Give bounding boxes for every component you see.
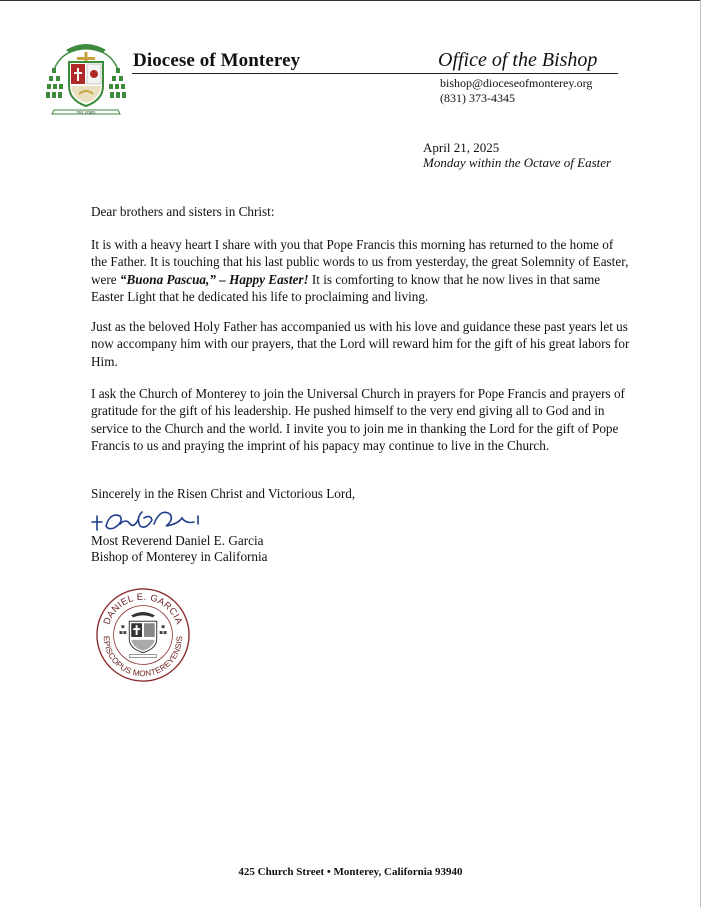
paragraph-1-text-start: It is with a heavy heart I share with you that Pope Francis this morning has returned to the home of the Father. It is touching that his last public words to us from yesterday, the great Solemnity of Easter, were	[91, 237, 629, 287]
paragraph-1-text-end: It is comforting to know that he now lives in that same Easter Light that he dedicated his life to proclaiming and living.	[91, 271, 601, 305]
svg-text:DANIEL E. GARCIA: DANIEL E. GARCIA	[101, 591, 185, 626]
top-border	[0, 0, 701, 1]
paragraph-2: Just as the beloved Holy Father has accompanied us with his love and guidance these past years let us now accompany him with our prayers, that the Lord will reward him for the gift of his great labors for Him.	[91, 319, 630, 369]
signer-name: Most Reverend Daniel E. Garcia	[91, 533, 264, 548]
episcopal-seal-icon	[94, 586, 192, 684]
office-phone: (831) 373-4345	[440, 91, 515, 105]
closing: Sincerely in the Risen Christ and Victorious Lord,	[91, 486, 356, 501]
coat-of-arms-icon	[44, 38, 128, 122]
organization-name: Diocese of Monterey	[133, 50, 301, 71]
salutation: Dear brothers and sisters in Christ:	[91, 204, 275, 219]
svg-text:EPISCOPUS MONTEREYENSIS: EPISCOPUS MONTEREYENSIS	[101, 635, 185, 679]
office-title: Office of the Bishop	[438, 49, 598, 71]
office-email: bishop@dioceseofmonterey.org	[440, 76, 593, 90]
handwritten-signature-icon	[90, 504, 210, 534]
footer-address: 425 Church Street • Monterey, California 93940	[238, 866, 463, 878]
letter-date: April 21, 2025	[423, 140, 500, 155]
paragraph-3: I ask the Church of Monterey to join the Universal Church in prayers for Pope Francis and prayers of gratitude for the gift of his leadership. He pushed himself to the very end giving all to God and in service to the Church and the world. I invite you to join me in thanking the Lord for the gift of Pope Francis to us and praying the imprint of his papacy may continue to live in the Church.	[91, 386, 625, 454]
liturgical-day: Monday within the Octave of Easter	[423, 155, 612, 170]
paragraph-1-emphasis: “Buona Pascua,” – Happy Easter!	[119, 271, 309, 287]
svg-text:PAX VOBIS: PAX VOBIS	[76, 110, 96, 115]
paragraph-1	[91, 236, 631, 306]
signer-title: Bishop of Monterey in California	[91, 549, 268, 564]
letterhead-rule	[132, 73, 618, 74]
